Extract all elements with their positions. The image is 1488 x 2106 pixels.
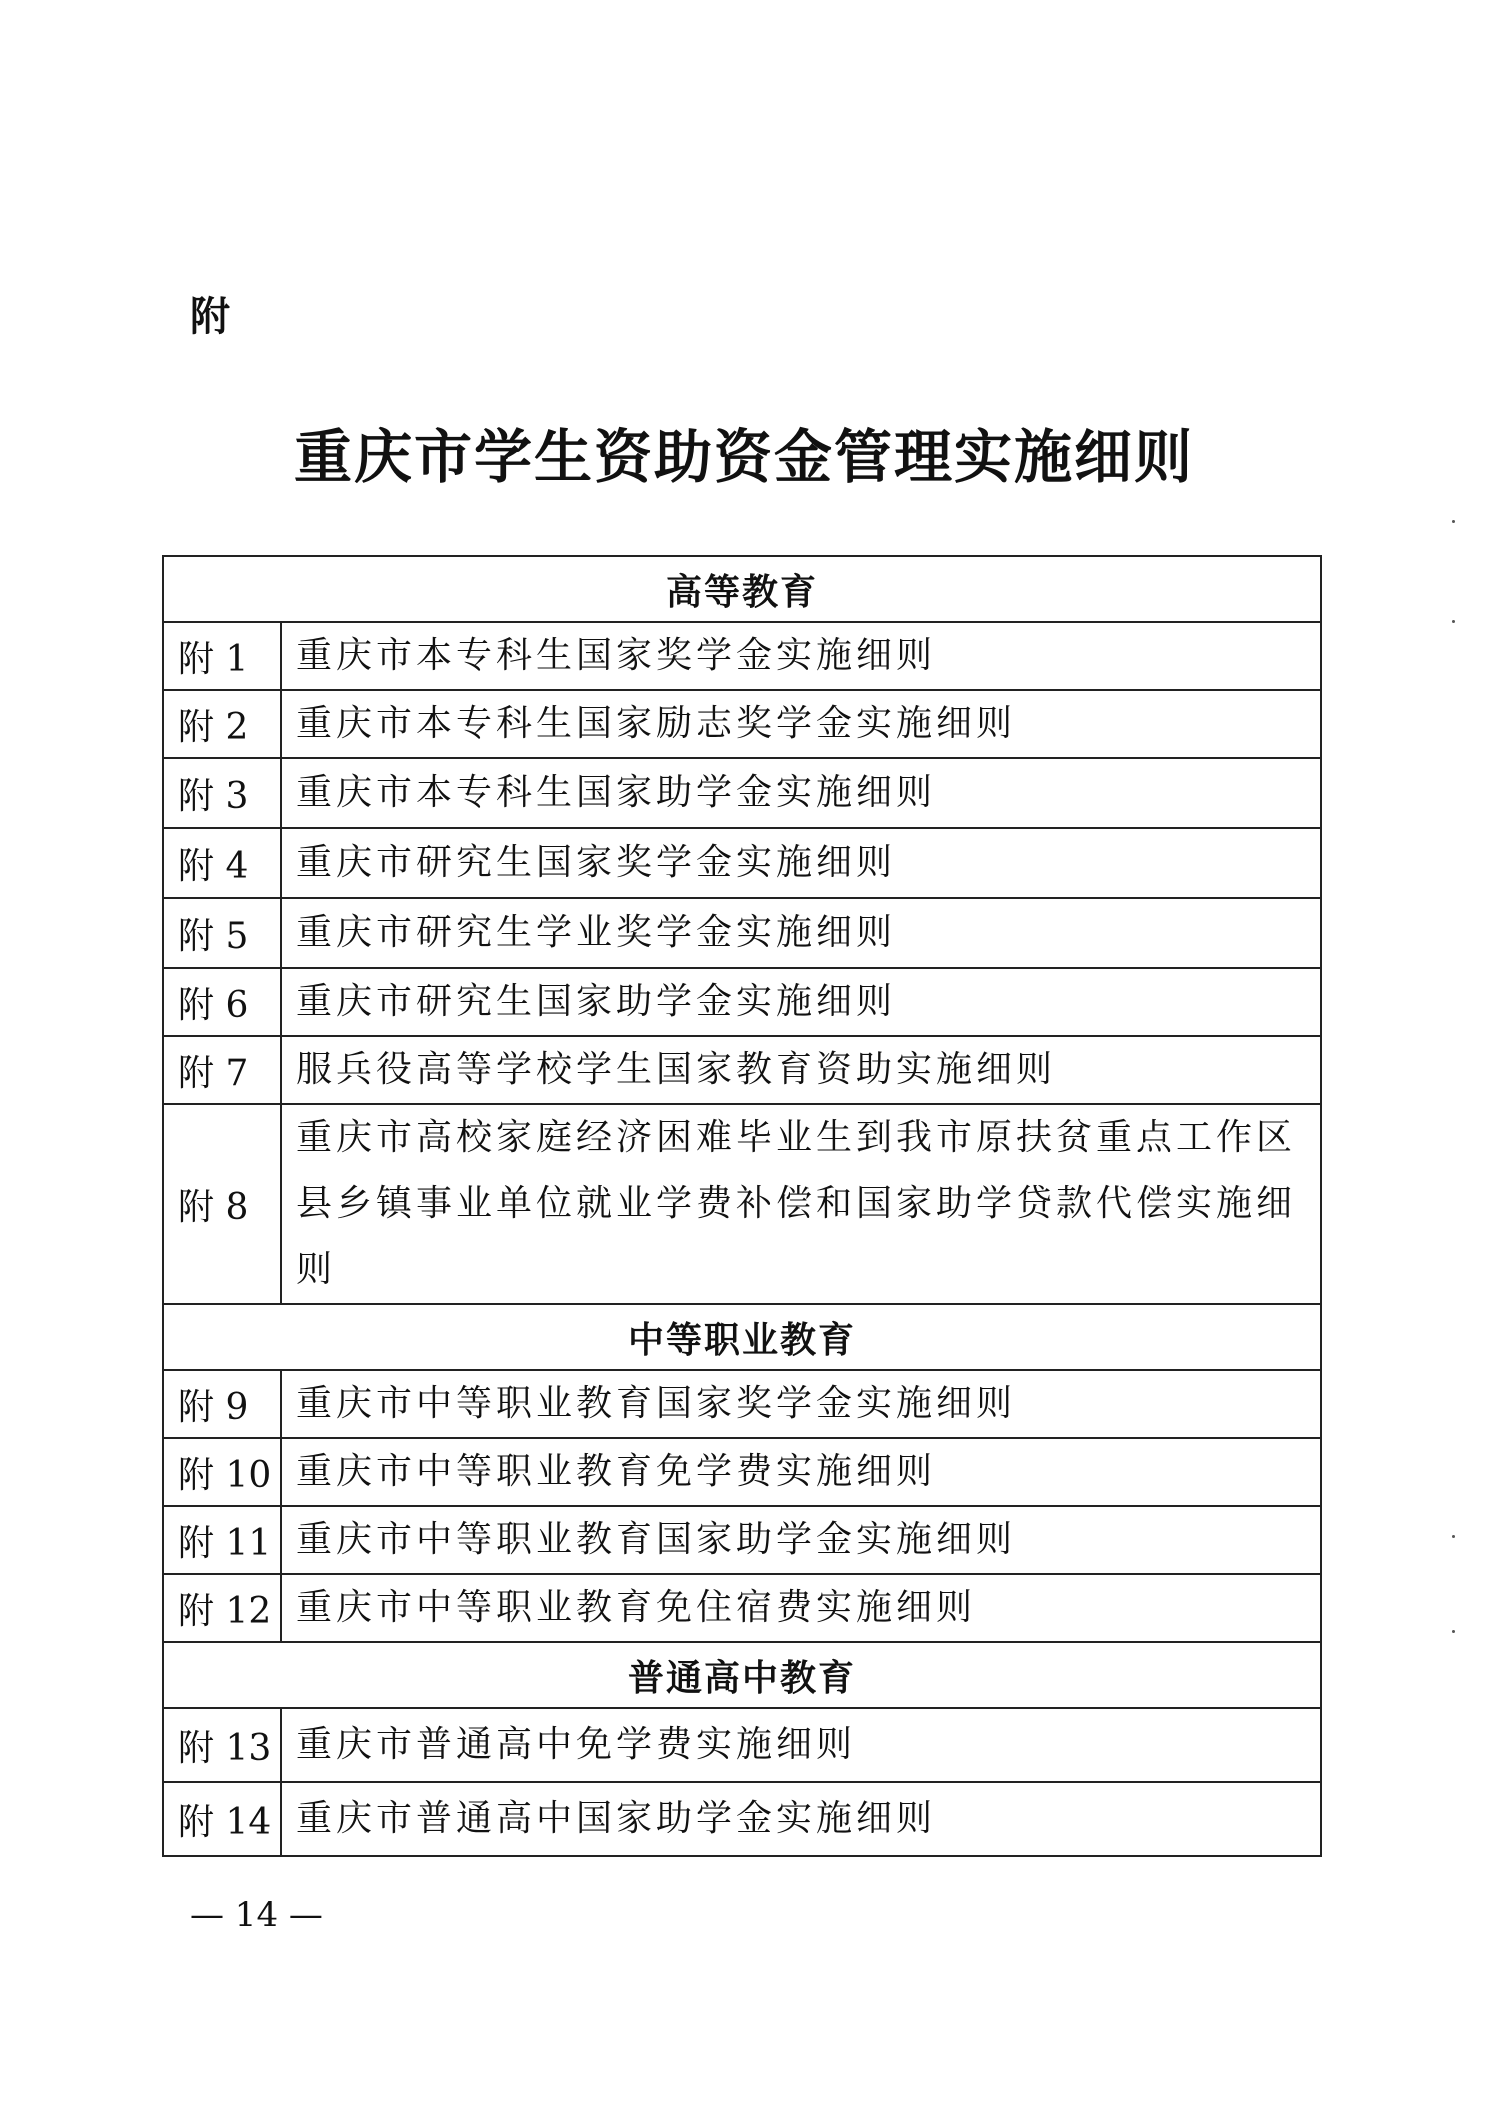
scan-speck: [1452, 520, 1455, 523]
appendix-number: 附 12: [163, 1574, 281, 1642]
scan-speck: [1452, 620, 1455, 623]
appendix-title: 重庆市研究生国家助学金实施细则: [281, 968, 1321, 1036]
appendix-number: 附 2: [163, 690, 281, 758]
appendix-number: 附 3: [163, 758, 281, 828]
appendix-number: 附 9: [163, 1370, 281, 1438]
section-heading: 高等教育: [163, 556, 1321, 622]
table-row: [163, 622, 1321, 690]
section-header-row: [163, 1642, 1321, 1708]
appendix-number: 附 1: [163, 622, 281, 690]
appendix-title: 重庆市研究生学业奖学金实施细则: [281, 898, 1321, 968]
appendix-number: 附 11: [163, 1506, 281, 1574]
appendix-title: 重庆市高校家庭经济困难毕业生到我市原扶贫重点工作区县乡镇事业单位就业学费补偿和国家助学贷款代偿实施细则: [281, 1104, 1321, 1304]
table-row: [163, 898, 1321, 968]
appendix-title: 重庆市本专科生国家奖学金实施细则: [281, 622, 1321, 690]
appendix-title: 重庆市中等职业教育免学费实施细则: [281, 1438, 1321, 1506]
appendix-number: 附 14: [163, 1782, 281, 1856]
page-title: 重庆市学生资助资金管理实施细则: [293, 423, 1194, 491]
appendix-title: 服兵役高等学校学生国家教育资助实施细则: [281, 1036, 1321, 1104]
section-heading: 普通高中教育: [163, 1642, 1321, 1708]
table-row: [163, 1036, 1321, 1104]
appendix-title: 重庆市普通高中国家助学金实施细则: [281, 1782, 1321, 1856]
appendix-title: 重庆市中等职业教育免住宿费实施细则: [281, 1574, 1321, 1642]
appendix-title: 重庆市本专科生国家励志奖学金实施细则: [281, 690, 1321, 758]
appendix-number: 附 13: [163, 1708, 281, 1782]
appendix-number: 附 10: [163, 1438, 281, 1506]
appendix-number: 附 7: [163, 1036, 281, 1104]
table-row: [163, 968, 1321, 1036]
table-row: [163, 1574, 1321, 1642]
table-row: [163, 1438, 1321, 1506]
section-header-row: [163, 1304, 1321, 1370]
appendix-title: 重庆市中等职业教育国家奖学金实施细则: [281, 1370, 1321, 1438]
table-row: [163, 828, 1321, 898]
table-row: [163, 1782, 1321, 1856]
section-header-row: [163, 556, 1321, 622]
scan-speck: [1452, 1630, 1455, 1633]
page-number: — 14 —: [190, 1895, 323, 1935]
table-row: [163, 690, 1321, 758]
table-row: [163, 1506, 1321, 1574]
table-row: [163, 1104, 1321, 1304]
appendix-label: 附: [190, 294, 230, 340]
table-row: [163, 1708, 1321, 1782]
table-row: [163, 758, 1321, 828]
appendix-number: 附 8: [163, 1104, 281, 1304]
appendix-table: [162, 555, 1322, 1857]
appendix-number: 附 4: [163, 828, 281, 898]
scan-speck: [1452, 1535, 1455, 1538]
appendix-title: 重庆市研究生国家奖学金实施细则: [281, 828, 1321, 898]
table-row: [163, 1370, 1321, 1438]
appendix-title: 重庆市本专科生国家助学金实施细则: [281, 758, 1321, 828]
appendix-title: 重庆市普通高中免学费实施细则: [281, 1708, 1321, 1782]
appendix-title: 重庆市中等职业教育国家助学金实施细则: [281, 1506, 1321, 1574]
appendix-number: 附 5: [163, 898, 281, 968]
appendix-number: 附 6: [163, 968, 281, 1036]
section-heading: 中等职业教育: [163, 1304, 1321, 1370]
